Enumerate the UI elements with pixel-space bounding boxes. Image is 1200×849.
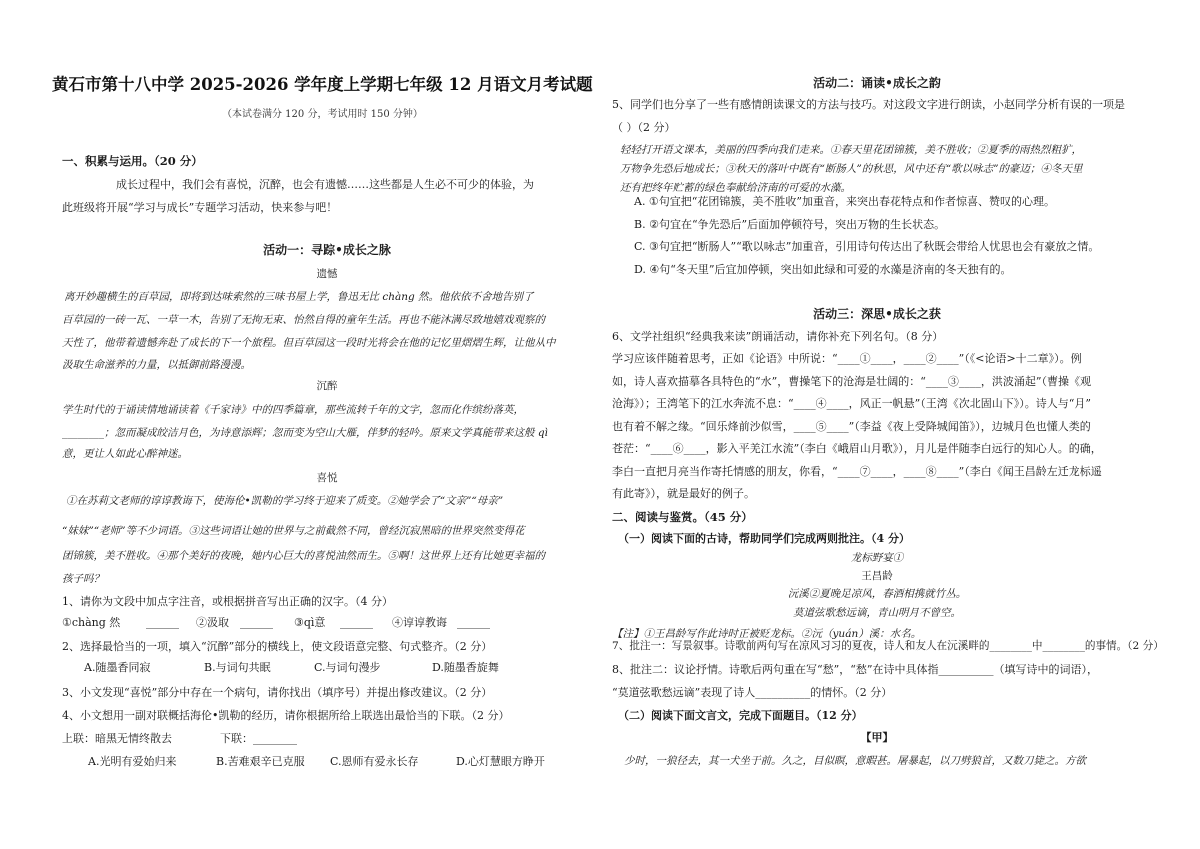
poem-title: 龙标野宴① <box>850 552 904 564</box>
question-4: 4、小文想用一副对联概括海伦•凯勒的经历，请你根据所给上联选出最恰当的下联。（2 分） <box>62 709 510 722</box>
question-2-option-b[interactable]: B.与词句共眠 <box>204 661 271 674</box>
section1-title: 一、积累与运用。（20 分） <box>62 154 203 168</box>
intro-line-2: 此班级将开展“学习与成长”专题学习活动，快来参与吧！ <box>62 201 338 214</box>
exam-subtitle: （本试卷满分 120 分，考试用时 150 分钟） <box>222 109 423 120</box>
left-column <box>62 0 592 849</box>
paragraph1-line-3: 天性了，他带着遗憾奔赴了成长的下一个旅程。但百草园这一段时光将会在他的记忆里熠熠生辉，让他从中 <box>62 337 556 349</box>
question-5-option-b[interactable]: B. ②句宜在“争先恐后”后面加停顿符号，突出万物的生长状态。 <box>634 218 946 231</box>
answer-blank[interactable]: ______ <box>146 616 179 629</box>
part1-title: （一）阅读下面的古诗，帮助同学们完成两则批注。（4 分） <box>618 532 910 545</box>
question-4-option-b[interactable]: B.苦难艰辛已克服 <box>216 755 305 768</box>
question-6-line-8: 有此寄》），就是最好的例子。 <box>612 487 755 500</box>
question-5-text-2: 万物争先恐后地成长；③秋天的落叶中既有“断肠人”的秋思，风中还有“歌以咏志”的豪迈；④冬天里 <box>620 163 1083 175</box>
question-1-item-2: ②汲取 <box>196 616 229 629</box>
question-1-item-4: ④谆谆教诲 <box>392 616 447 629</box>
paragraph1-line-1: 离开妙趣横生的百草园，即将到达味索然的三味书屋上学，鲁迅无比 chàng 然。他依依不舍地告别了 <box>64 291 534 303</box>
paragraph2-line-2: ________；忽而凝成皎洁月色，为诗意添辉；忽而变为空山大雁，伴梦的轻吟。原来文学真能带来这般 qì <box>62 427 548 439</box>
question-5-option-d[interactable]: D. ④句“冬天里”后宜加停顿，突出如此绿和可爱的水藻是济南的冬天独有的。 <box>634 263 1012 276</box>
question-2-option-d[interactable]: D.随墨香旋舞 <box>432 661 499 674</box>
question-3: 3、小文发现“喜悦”部分中存在一个病句，请你找出（填序号）并提出修改建议。（2 分） <box>62 686 493 699</box>
poem-author: 王昌龄 <box>861 570 893 582</box>
question-6-line-6: 苍茫：“____⑥____，影入平羌江水流”（李白《峨眉山月歌》），月儿是伴随李白远行的知心人。的确， <box>612 442 1102 455</box>
poem-line-1: 沅溪②夏晚足凉风，春酒相携就竹丛。 <box>787 588 967 600</box>
question-8-line-2: “莫道弦歌愁远谪”表现了诗人__________的情怀。（2 分） <box>612 686 893 699</box>
paragraph3-line-2: “妹妹”“老师”等不少词语。③这些词语让她的世界与之前截然不同，曾经沉寂黑暗的世界突然变得花 <box>62 525 525 537</box>
passage-jia-label: 【甲】 <box>860 731 894 744</box>
question-2-option-a[interactable]: A.随墨香同寂 <box>84 661 151 674</box>
exam-title: 黄石市第十八中学 2025-2026 学年度上学期七年级 12 月语文月考试题 <box>52 75 593 94</box>
question-4-option-a[interactable]: A.光明有爱始归来 <box>88 755 177 768</box>
question-5-option-c[interactable]: C. ③句宜把“断肠人”“歌以咏志”加重音，引用诗句传达出了秋既会带给人忧思也会有豪放之情。 <box>634 240 1100 253</box>
paragraph3-heading: 喜悦 <box>316 472 338 484</box>
question-1-item-1: ①chàng 然 <box>62 616 121 629</box>
answer-blank[interactable]: ______ <box>457 616 490 629</box>
section2-title: 二、阅读与鉴赏。（45 分） <box>612 510 753 524</box>
question-6-line-7: 李白一直把月亮当作寄托情感的朋友，你看，“____⑦____，____⑧____”（李白《闻王昌龄左迁龙标遥 <box>612 465 1102 478</box>
paragraph3-line-4: 孩子吗？ <box>62 573 104 585</box>
activity2-title: 活动二：诵读•成长之韵 <box>813 76 941 90</box>
question-6-line-1: 6、文学社组织“经典我来读”朗诵活动，请你补充下列名句。（8 分） <box>612 330 944 343</box>
question-2-option-c[interactable]: C.与词句漫步 <box>314 661 381 674</box>
question-1-item-3: ③qì意 <box>294 616 326 629</box>
paragraph2-line-1: 学生时代的于诵读情地诵读着《千家诗》中的四季篇章，那些流转千年的文字，忽而化作缤纷落英， <box>62 404 524 416</box>
question-6-line-4: 沧海》）；王湾笔下的江水奔流不息：“____④____，风正一帆悬”（王湾《次北固山下》）。诗人与“月” <box>612 397 1091 410</box>
question-4-option-d[interactable]: D.心灯慧眼方睁开 <box>456 755 545 768</box>
paragraph1-heading: 遗憾 <box>316 268 338 280</box>
question-5-text-1: 轻轻打开语文课本，美丽的四季向我们走来。①春天里花团锦簇，美不胜收；②夏季的雨热烈粗犷， <box>620 144 1082 156</box>
paragraph3-line-1: ①在苏莉文老师的谆谆教诲下，使海伦•凯勒的学习终于迎来了质变。②她学会了“文亲”“母亲” <box>66 495 504 507</box>
intro-line-1: 成长过程中，我们会有喜悦，沉醉，也会有遗憾……这些都是人生必不可少的体验，为 <box>116 178 534 191</box>
question-6-line-5: 也有着不解之缘。“回乐烽前沙似雪，____⑤____”（李益《夜上受降城闻笛》），边城月色也懂人类的 <box>612 420 1091 433</box>
paragraph1-line-4: 汲取生命滋养的力量，以抵御前路漫漫。 <box>62 359 251 371</box>
question-4-option-c[interactable]: C.恩师有爱永长存 <box>330 755 419 768</box>
part2-title: （二）阅读下面文言文，完成下面题目。（12 分） <box>618 709 863 722</box>
poem-line-2: 莫道弦歌愁远谪，青山明月不曾空。 <box>793 607 961 619</box>
question-5-line-2: （ ）（2 分） <box>612 121 676 134</box>
question-1: 1、请你为文段中加点字注音，或根据拼音写出正确的汉字。（4 分） <box>62 595 393 608</box>
classical-text-line-1: 少时，一狼径去，其一犬坐于前。久之，目似瞑，意暇甚。屠暴起，以刀劈狼首，又数刀毙之。方欲 <box>624 755 1086 767</box>
paragraph1-line-2: 百草园的一砖一瓦、一草一木，告别了无拘无束、怡然自得的童年生活。再也不能沐满尽致地嬉戏观察的 <box>62 314 545 326</box>
question-6-line-2: 学习应该伴随着思考，正如《论语》中所说：“____①____，____②____”（《<论语>十二章》）。例 <box>612 352 1082 365</box>
question-5-option-a[interactable]: A. ①句宜把“花团锦簇，美不胜收”加重音，来突出春花特点和作者惊喜、赞叹的心理。 <box>634 195 1056 208</box>
question-8-line-1: 8、批注二：议论抒情。诗歌后两句重在写“愁”，“愁”在诗中具体指__________（填写诗中的词语）， <box>612 663 1098 676</box>
paragraph2-heading: 沉醉 <box>316 380 338 392</box>
question-7: 7、批注一：写景叙事。诗歌前两句写在凉风习习的夏夜，诗人和友人在沅溪畔的________中________的事情。（2 分） <box>612 640 1164 652</box>
answer-blank[interactable]: ______ <box>240 616 273 629</box>
couplet-upper: 上联：暗黑无情终散去 <box>62 732 172 745</box>
question-6-line-3: 如，诗人喜欢描摹各具特色的“水”，曹操笔下的沧海是壮阔的：“____③____，洪波涌起”（曹操《观 <box>612 375 1091 388</box>
paragraph2-line-3: 意，更让人如此心醉神迷。 <box>62 448 188 460</box>
answer-blank[interactable]: ______ <box>340 616 373 629</box>
activity1-title: 活动一：寻踪•成长之脉 <box>263 243 391 257</box>
paragraph3-line-3: 团锦簇，美不胜收。④那个美好的夜晚，她内心巨大的喜悦油然而生。⑤啊！这世界上还有比她更幸福的 <box>62 550 545 562</box>
question-5-text-3: 还有把终年贮蓄的绿色奉献给济南的可爱的水藻。 <box>620 182 851 194</box>
question-5-line-1: 5、同学们也分享了一些有感情朗读课文的方法与技巧。对这段文字进行朗读，小赵同学分析有误的一项是 <box>612 98 1125 111</box>
right-column <box>612 0 1164 849</box>
poem-note: 【注】①王昌龄写作此诗时正被贬龙标。②沅（yuán）溪：水名。 <box>612 628 922 640</box>
question-2: 2、选择最恰当的一项，填入“沉醉”部分的横线上，使文段语意完整、句式整齐。（2 分） <box>62 640 493 653</box>
activity3-title: 活动三：深思•成长之获 <box>813 307 941 321</box>
couplet-lower: 下联：________ <box>220 732 297 745</box>
